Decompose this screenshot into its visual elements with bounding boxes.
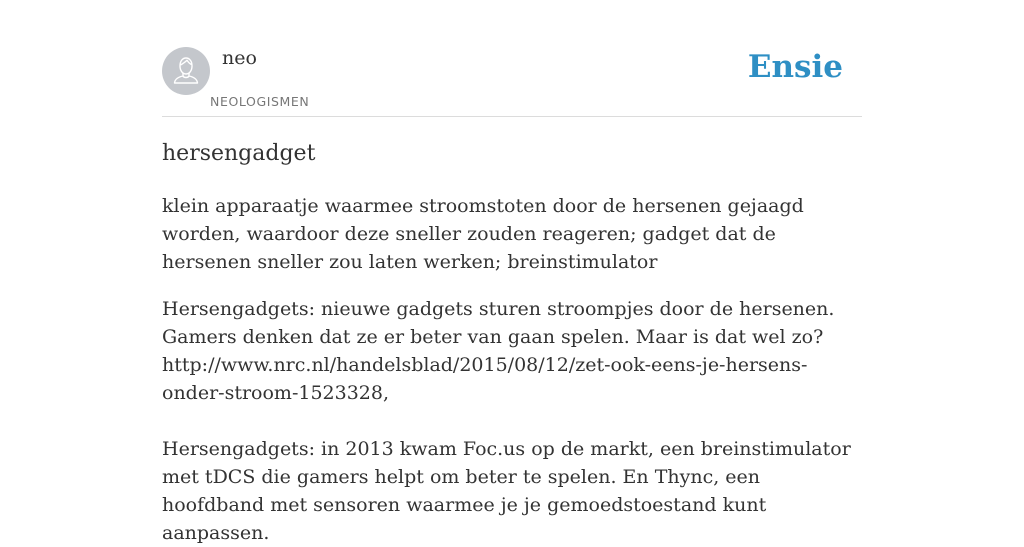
category-label[interactable]: NEOLOGISMEN (210, 94, 310, 109)
header (162, 40, 862, 117)
ensie-logo-link[interactable]: Ensie (747, 49, 843, 85)
entry-content (162, 138, 862, 547)
example-source-url: http://www.nrc.nl/handelsblad/2015/08/12/zet-ook-eens-je-hersens-onder-stroom-1523328, (162, 354, 808, 404)
avatar[interactable] (162, 47, 210, 95)
entry-example (162, 295, 862, 547)
example-spacer (162, 407, 862, 435)
entry-definition: klein apparaatje waarmee stroomstoten door de hersenen gejaagd worden, waardoor deze sneller zouden reageren; gadget dat de hersenen sneller zou laten werken; breinstimulator (162, 195, 804, 273)
username[interactable]: neo (222, 47, 257, 69)
user-silhouette-icon (162, 47, 210, 95)
example-text: Hersengadgets: nieuwe gadgets sturen stroompjes door de hersenen. Gamers denken dat ze er beter van gaan spelen. Maar is dat wel zo? (162, 298, 835, 348)
example-text-2: Hersengadgets: in 2013 kwam Foc.us op de markt, een breinstimulator met tDCS die gamers helpt om beter te spelen. En Thync, een hoofdband met sensoren waarmee je je gemoedstoestand kunt aanpassen. (162, 438, 851, 544)
entry-term: hersengadget (162, 141, 316, 166)
